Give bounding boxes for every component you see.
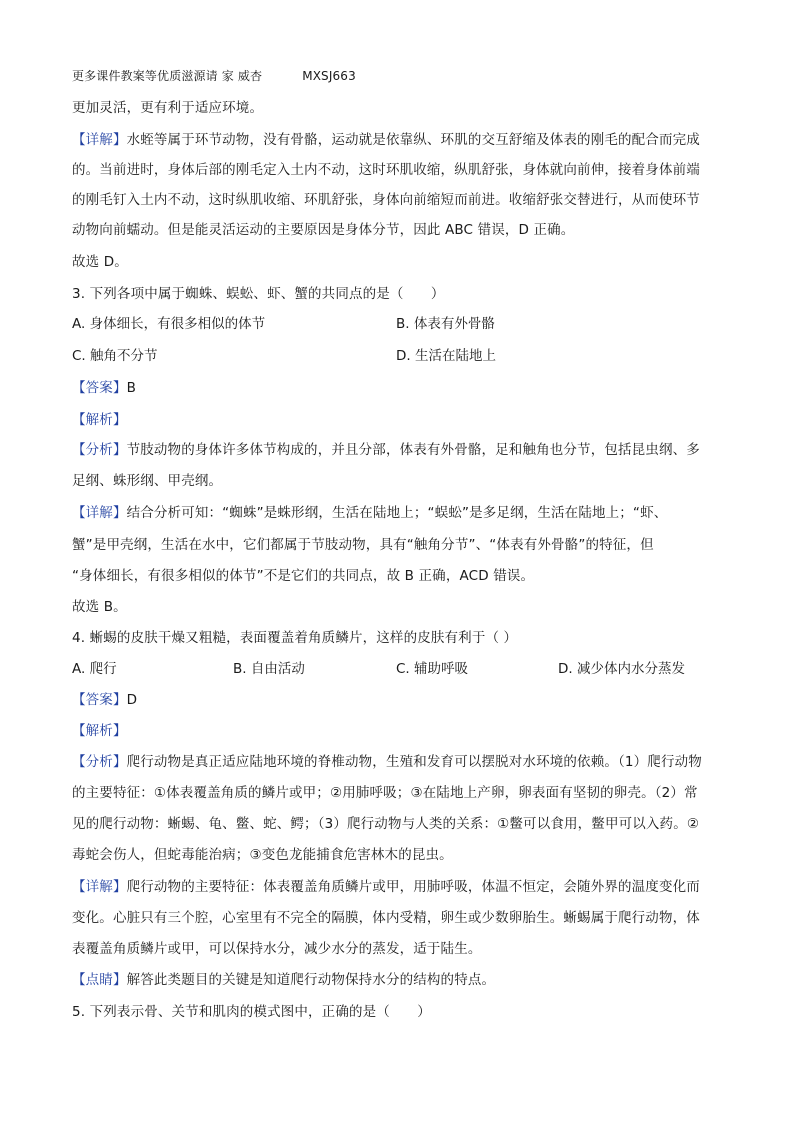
fenxi-label: 【分析】 [72,442,127,458]
answer-value: B [126,380,137,396]
q3-answer [72,378,722,398]
q3-option-d: D. 生活在陆地上 [396,348,496,364]
q3-option-c: C. 触角不分节 [72,348,158,364]
q4-option-c: C. 辅助呼吸 [396,661,469,677]
fenxi-text: 爬行动物是真正适应陆地环境的脊椎动物，生殖和发育可以摆脱对水环境的依赖。（1）爬行动物 [126,754,702,770]
detail-text: 爬行动物的主要特征：体表覆盖角质鳞片或甲，用肺呼吸，体温不恒定，会随外界的温度变化而 [126,879,700,895]
q4-fenxi-line-1 [72,752,722,772]
q3-stem: 3. 下列各项中属于蜘蛛、蜈蚣、虾、蟹的共同点的是（ ） [72,286,445,302]
fenxi-text: 节肢动物的身体许多体节构成的，并且分部，体表有外骨骼，足和触角也分节，包括昆虫纲、多 [126,442,700,458]
detail-label: 【详解】 [72,879,127,895]
dianjing-text: 解答此类题目的关键是知道爬行动物保持水分的结构的特点。 [126,972,496,988]
q4-detail-line-2: 变化。心脏只有三个腔，心室里有不完全的隔膜，体内受精，卵生或少数卵胎生。蜥蜴属于爬行动物，体 [72,910,700,926]
q2-detail-line-4: 动物向前蠕动。但是能灵活运动的主要原因是身体分节，因此 ABC 错误，D 正确。 [72,222,575,238]
q2-continuation: 更加灵活，更有利于适应环境。 [72,100,264,116]
q3-detail-line-2: 蟹”是甲壳纲，生活在水中，它们都属于节肢动物，具有“触角分节”、“体表有外骨骼”的特征，但 [72,537,654,553]
answer-value: D [126,692,138,708]
q3-fenxi-line-1 [72,440,722,460]
fenxi-label: 【分析】 [72,754,127,770]
q2-choice: 故选 D。 [72,254,128,270]
q2-detail-line-2: 的。当前进时，身体后部的刚毛定入土内不动，这时环肌收缩，纵肌舒张，身体就向前伸，接着身体前端 [72,162,700,178]
q4-detail-line-3: 表覆盖角质鳞片或甲，可以保持水分，减少水分的蒸发，适于陆生。 [72,941,482,957]
q4-analysis-label: 【解析】 [72,723,127,739]
q4-answer [72,690,722,710]
q5-stem: 5. 下列表示骨、关节和肌肉的模式图中，正确的是（ ） [72,1004,431,1020]
detail-text: 水蛭等属于环节动物，没有骨骼，运动就是依靠纵、环肌的交互舒缩及体表的刚毛的配合而完成 [126,132,700,148]
detail-text: 结合分析可知：“蜘蛛”是蛛形纲，生活在陆地上；“蜈蚣”是多足纲，生活在陆地上；“虾、 [126,505,668,521]
page-header [72,66,722,86]
q3-detail-line-1 [72,503,722,523]
answer-label: 【答案】 [72,692,127,708]
detail-label: 【详解】 [72,505,127,521]
q4-fenxi-line-4: 毒蛇会伤人，但蛇毒能治病；③变色龙能捕食危害林木的昆虫。 [72,847,453,863]
q4-option-b: B. 自由活动 [233,661,305,677]
q4-fenxi-line-2: 的主要特征：①体表覆盖角质的鳞片或甲；②用肺呼吸；③在陆地上产卵，卵表面有坚韧的卵壳。（2）常 [72,785,698,801]
q3-analysis-label: 【解析】 [72,412,127,428]
q4-dianjing [72,970,722,990]
q3-detail-line-3: “身体细长，有很多相似的体节”不是它们的共同点，故 B 正确，ACD 错误。 [72,568,535,584]
header-code: MXSJ663 [302,69,356,83]
answer-label: 【答案】 [72,380,127,396]
q3-fenxi-line-2: 足纲、蛛形纲、甲壳纲。 [72,473,223,489]
q3-choice: 故选 B。 [72,599,127,615]
dianjing-label: 【点睛】 [72,972,127,988]
header-text: 更多课件教案等优质滋源请 家 威杏 [72,69,263,83]
q2-detail-line-1 [72,130,722,150]
q4-option-d: D. 减少体内水分蒸发 [558,661,685,677]
detail-label: 【详解】 [72,132,127,148]
q3-option-b: B. 体表有外骨骼 [396,316,495,332]
q3-option-a: A. 身体细长，有很多相似的体节 [72,316,266,332]
q4-option-a: A. 爬行 [72,661,117,677]
q4-detail-line-1 [72,877,722,897]
q4-stem: 4. 蜥蜴的皮肤干燥又粗糙，表面覆盖着角质鳞片，这样的皮肤有利于（ ） [72,630,518,646]
q4-fenxi-line-3: 见的爬行动物：蜥蜴、龟、鳖、蛇、鳄；（3）爬行动物与人类的关系：①鳖可以食用，鳖甲可以入药。② [72,816,700,832]
q2-detail-line-3: 的刚毛钉入土内不动，这时纵肌收缩、环肌舒张，身体向前缩短而前进。收缩舒张交替进行，从而使环节 [72,192,700,208]
